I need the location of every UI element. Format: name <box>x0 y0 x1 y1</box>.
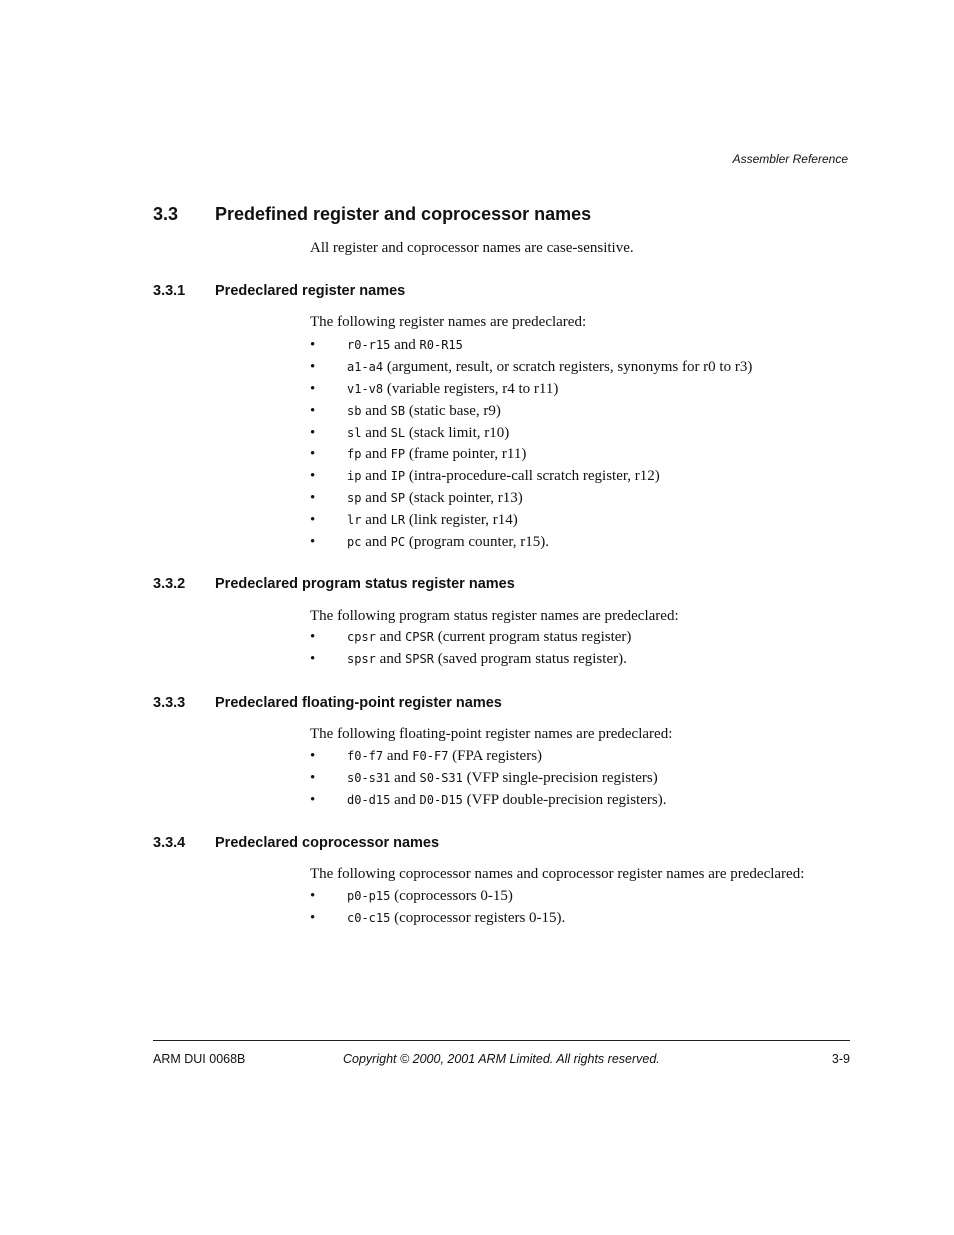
register-description: (VFP single-precision registers) <box>462 769 658 786</box>
register-name-lowercase: c0-c15 <box>347 910 391 925</box>
register-description: (argument, result, or scratch registers, synonyms for r0 to r3) <box>383 358 753 375</box>
register-name-lowercase: pc <box>347 535 362 550</box>
subsection-title: Predeclared coprocessor names <box>215 835 440 851</box>
register-name-lowercase: cpsr <box>347 630 376 644</box>
register-name-uppercase: SPSR <box>405 651 434 666</box>
register-description: (coprocessor registers 0-15). <box>390 909 566 926</box>
list-item <box>310 488 752 510</box>
register-name-lowercase: f0-f7 <box>347 749 384 763</box>
conjunction-text: and <box>390 337 420 353</box>
register-name-lowercase: sl <box>347 425 362 440</box>
subsection-number: 3.3.2 <box>153 576 186 592</box>
register-description: (stack pointer, r13) <box>405 490 523 507</box>
conjunction-text: and <box>383 748 413 764</box>
list-item <box>310 532 752 554</box>
coprocessor-names-list <box>310 886 565 930</box>
register-name-lowercase: r0-r15 <box>347 338 391 352</box>
conjunction-text: and <box>375 629 406 645</box>
register-description: (variable registers, r4 to r11) <box>383 380 559 397</box>
register-description: (FPA registers) <box>448 748 543 764</box>
conjunction-text: and <box>361 424 391 441</box>
bullet-marker: • <box>310 909 316 926</box>
register-name-uppercase: SL <box>390 425 406 440</box>
running-head: Assembler Reference <box>732 152 848 166</box>
register-name-uppercase: PC <box>390 535 406 550</box>
register-description: (VFP double-precision registers). <box>462 791 667 808</box>
bullet-marker: • <box>310 446 316 463</box>
conjunction-text: and <box>361 490 391 507</box>
list-item <box>310 466 752 488</box>
bullet-marker: • <box>310 512 316 529</box>
register-name-lowercase: sp <box>347 491 362 506</box>
bullet-marker: • <box>310 380 316 397</box>
register-name-uppercase: SP <box>390 491 406 506</box>
bullet-marker: • <box>310 629 316 645</box>
register-name-lowercase: spsr <box>347 651 376 666</box>
list-item <box>310 357 752 379</box>
subsection-intro: The following register names are predeclared: <box>310 314 587 330</box>
register-name-uppercase: CPSR <box>405 630 434 644</box>
register-name-uppercase: LR <box>390 513 406 528</box>
subsection-title: Predeclared register names <box>215 283 406 299</box>
bullet-marker: • <box>310 402 316 419</box>
subsection-heading-3-3-2 <box>153 576 515 592</box>
list-item <box>310 790 666 812</box>
footer-copyright: Copyright © 2000, 2001 ARM Limited. All rights reserved. <box>343 1052 660 1066</box>
register-name-lowercase: s0-s31 <box>347 770 391 785</box>
register-description: (coprocessors 0-15) <box>390 888 513 904</box>
conjunction-text: and <box>361 468 391 485</box>
conjunction-text: and <box>361 402 391 419</box>
bullet-marker: • <box>310 791 316 808</box>
register-description: (intra-procedure-call scratch register, r12) <box>405 468 660 485</box>
conjunction-text: and <box>361 446 391 463</box>
bullet-marker: • <box>310 534 316 551</box>
register-name-uppercase: D0-D15 <box>419 792 463 807</box>
register-description: (stack limit, r10) <box>405 424 510 441</box>
register-name-uppercase: S0-S31 <box>419 770 463 785</box>
bullet-marker: • <box>310 337 316 353</box>
section-number: 3.3 <box>153 204 179 224</box>
list-item <box>310 908 565 930</box>
register-description: (static base, r9) <box>405 402 501 419</box>
subsection-title: Predeclared program status register names <box>215 576 515 592</box>
subsection-number: 3.3.4 <box>153 835 186 851</box>
subsection-heading-3-3-4 <box>153 835 439 851</box>
register-name-uppercase: F0-F7 <box>412 749 449 763</box>
register-name-lowercase: p0-p15 <box>347 889 391 903</box>
subsection-title: Predeclared floating-point register names <box>215 695 502 711</box>
register-name-lowercase: sb <box>347 403 362 418</box>
list-item <box>310 649 631 671</box>
register-description: (current program status register) <box>433 629 632 645</box>
footer-page-number: 3-9 <box>831 1052 850 1066</box>
footer-doc-id: ARM DUI 0068B <box>153 1052 246 1066</box>
subsection-number: 3.3.3 <box>153 695 186 711</box>
footer-divider <box>153 1040 850 1041</box>
subsection-heading-3-3-3 <box>153 695 502 711</box>
bullet-marker: • <box>310 650 316 667</box>
list-item <box>310 627 631 649</box>
subsection-heading-3-3-1 <box>153 283 405 299</box>
register-description: (link register, r14) <box>405 512 518 529</box>
fp-register-names-list <box>310 746 666 812</box>
list-item <box>310 886 565 908</box>
subsection-intro: The following program status register names are predeclared: <box>310 608 679 624</box>
psr-names-list <box>310 627 631 671</box>
bullet-marker: • <box>310 769 316 786</box>
subsection-intro: The following floating-point register names are predeclared: <box>310 726 673 742</box>
section-intro: All register and coprocessor names are case-sensitive. <box>310 240 634 256</box>
list-item <box>310 510 752 532</box>
register-name-lowercase: fp <box>347 447 362 462</box>
bullet-marker: • <box>310 748 316 764</box>
register-description: (program counter, r15). <box>405 534 550 551</box>
register-name-lowercase: v1-v8 <box>347 381 384 396</box>
bullet-marker: • <box>310 358 316 375</box>
subsection-intro: The following coprocessor names and coprocessor register names are predeclared: <box>310 866 805 882</box>
register-description: (saved program status register). <box>433 650 627 667</box>
subsection-number: 3.3.1 <box>153 283 186 299</box>
register-name-lowercase: d0-d15 <box>347 792 391 807</box>
section-heading <box>153 204 591 225</box>
conjunction-text: and <box>390 769 420 786</box>
conjunction-text: and <box>390 791 420 808</box>
register-name-lowercase: lr <box>347 513 362 528</box>
list-item <box>310 423 752 445</box>
list-item <box>310 379 752 401</box>
list-item <box>310 768 666 790</box>
register-name-lowercase: a1-a4 <box>347 359 384 374</box>
register-description: (frame pointer, r11) <box>405 446 527 463</box>
bullet-marker: • <box>310 490 316 507</box>
register-name-uppercase: R0-R15 <box>419 338 463 352</box>
register-name-uppercase: SB <box>390 403 406 418</box>
bullet-marker: • <box>310 468 316 485</box>
register-names-list <box>310 335 752 554</box>
register-name-uppercase: FP <box>390 447 406 462</box>
conjunction-text: and <box>361 534 391 551</box>
register-name-uppercase: IP <box>390 469 406 484</box>
conjunction-text: and <box>375 650 406 667</box>
list-item <box>310 401 752 423</box>
bullet-marker: • <box>310 888 316 904</box>
list-item <box>310 335 752 357</box>
conjunction-text: and <box>361 512 391 529</box>
list-item <box>310 444 752 466</box>
bullet-marker: • <box>310 424 316 441</box>
section-title: Predefined register and coprocessor names <box>215 204 592 224</box>
register-name-lowercase: ip <box>347 469 362 484</box>
list-item <box>310 746 666 768</box>
